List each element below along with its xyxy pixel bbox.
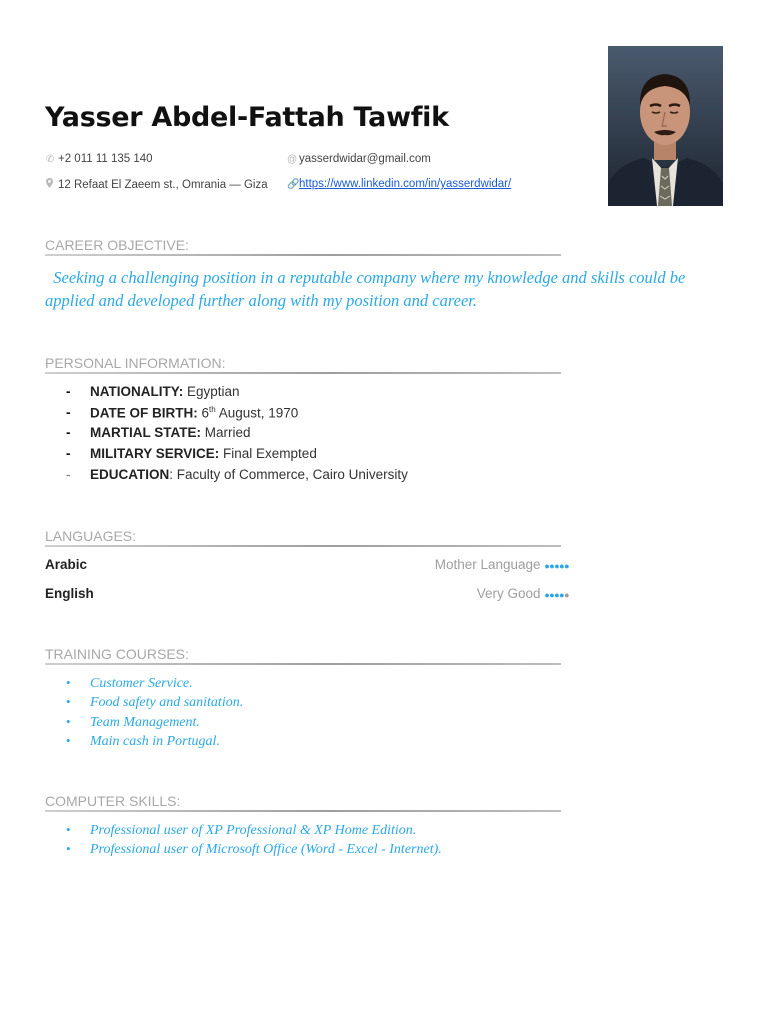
- list-item: [66, 822, 442, 841]
- list-item: - EDUCATION: Faculty of Commerce, Cairo University: [66, 466, 408, 482]
- list-item: - MARTIAL STATE: Married: [66, 425, 251, 441]
- bullet-icon: •: [66, 675, 71, 690]
- bullet-icon: •: [66, 713, 71, 729]
- career-objective-text: [45, 266, 735, 312]
- section-personal-information: [45, 355, 561, 371]
- section-divider: [45, 254, 561, 256]
- email-address: yasserdwidar@gmail.com: [299, 153, 431, 165]
- field-value: Faculty of Commerce, Cairo University: [176, 466, 408, 482]
- rating-dots: [544, 557, 569, 572]
- section-languages: [45, 528, 561, 544]
- street-address: 12 Refaat El Zaeem st., Omrania — Giza: [58, 179, 268, 191]
- bullet-icon: •: [66, 694, 71, 710]
- field-label: EDUCATION: [90, 466, 170, 482]
- field-value: Egyptian: [187, 384, 240, 399]
- bullet-icon: •: [66, 732, 71, 748]
- section-career-objective: [45, 237, 561, 253]
- phone-icon: ✆: [46, 154, 55, 165]
- course-name: Main cash in Portugal.: [90, 733, 220, 749]
- level-text: Mother Language: [434, 557, 541, 572]
- field-label: NATIONALITY:: [90, 384, 184, 399]
- rating-dot-filled-icon: ●: [549, 590, 555, 600]
- section-divider: [45, 663, 561, 665]
- link-icon: 🔗: [287, 179, 300, 190]
- training-list: [66, 675, 243, 752]
- phone-contact: [46, 153, 153, 165]
- rating-dot-filled-icon: ●: [559, 590, 565, 600]
- rating-dots: [544, 586, 569, 601]
- objective-text: Seeking a challenging position in a reputable company where my knowledge and skills could be applied and developed further along with my position and career.: [45, 268, 686, 310]
- course-name: Customer Service.: [90, 676, 193, 691]
- language-name: Arabic: [45, 557, 88, 572]
- field-label: MILITARY SERVICE:: [90, 446, 220, 462]
- list-item: [66, 675, 243, 694]
- phone-number: +2 011 11 135 140: [58, 153, 153, 165]
- section-computer-skills: [45, 793, 561, 809]
- language-level: [435, 557, 569, 572]
- rating-dot-filled-icon: ●: [554, 561, 560, 571]
- rating-dot-filled-icon: ●: [549, 561, 555, 571]
- field-label: MARTIAL STATE:: [90, 425, 201, 441]
- rating-dot-filled-icon: ●: [544, 590, 550, 600]
- section-title: PERSONAL INFORMATION:: [45, 355, 226, 371]
- section-title: COMPUTER SKILLS:: [45, 793, 181, 809]
- section-title: TRAINING COURSES:: [45, 646, 189, 662]
- list-item: [66, 841, 442, 860]
- linkedin-contact: [287, 178, 511, 190]
- skill-text: Professional user of Microsoft Office (Word - Excel - Internet).: [90, 842, 442, 858]
- personal-info-list: [66, 384, 408, 487]
- address-contact: [46, 178, 268, 191]
- section-title: CAREER OBJECTIVE:: [45, 237, 189, 253]
- section-divider: [45, 545, 561, 547]
- profile-photo: [608, 46, 723, 206]
- bullet-icon: •: [66, 841, 71, 857]
- list-item: [66, 694, 243, 713]
- candidate-name: Yasser Abdel-Fattah Tawfik: [45, 102, 449, 133]
- rating-dot-filled-icon: ●: [564, 561, 569, 571]
- rating-dot-filled-icon: ●: [554, 590, 560, 600]
- computer-skills-list: [66, 822, 442, 861]
- list-item: [66, 714, 243, 733]
- ordinal-suffix: th: [209, 404, 216, 414]
- field-separator: :: [169, 466, 174, 482]
- field-label: DATE OF BIRTH:: [90, 405, 198, 421]
- at-icon: @: [287, 154, 298, 165]
- course-name: Team Management.: [90, 714, 200, 730]
- location-pin-icon: [46, 178, 54, 191]
- field-value: 6: [201, 405, 210, 421]
- section-divider: [45, 810, 561, 812]
- level-text: Very Good: [476, 586, 541, 601]
- list-item: - NATIONALITY: Egyptian: [66, 384, 240, 399]
- linkedin-link[interactable]: https://www.linkedin.com/in/yasserdwidar/: [299, 178, 512, 190]
- section-training-courses: [45, 646, 561, 662]
- section-title: LANGUAGES:: [45, 528, 137, 544]
- field-value: Final Exempted: [223, 446, 317, 462]
- field-value: Married: [204, 425, 251, 441]
- language-name: English: [45, 586, 94, 601]
- list-item: [66, 733, 243, 752]
- language-level: [477, 586, 569, 601]
- field-value: August, 1970: [218, 405, 299, 421]
- list-item: - DATE OF BIRTH: 6th August, 1970: [66, 404, 299, 421]
- list-item: - MILITARY SERVICE: Final Exempted: [66, 446, 317, 462]
- section-divider: [45, 372, 561, 374]
- rating-dot-filled-icon: ●: [559, 561, 565, 571]
- rating-dot-empty-icon: ●: [564, 590, 569, 600]
- course-name: Food safety and sanitation.: [90, 695, 244, 711]
- email-contact: [287, 153, 431, 165]
- bullet-icon: •: [66, 822, 71, 837]
- rating-dot-filled-icon: ●: [544, 561, 550, 571]
- skill-text: Professional user of XP Professional & XP Home Edition.: [90, 823, 417, 838]
